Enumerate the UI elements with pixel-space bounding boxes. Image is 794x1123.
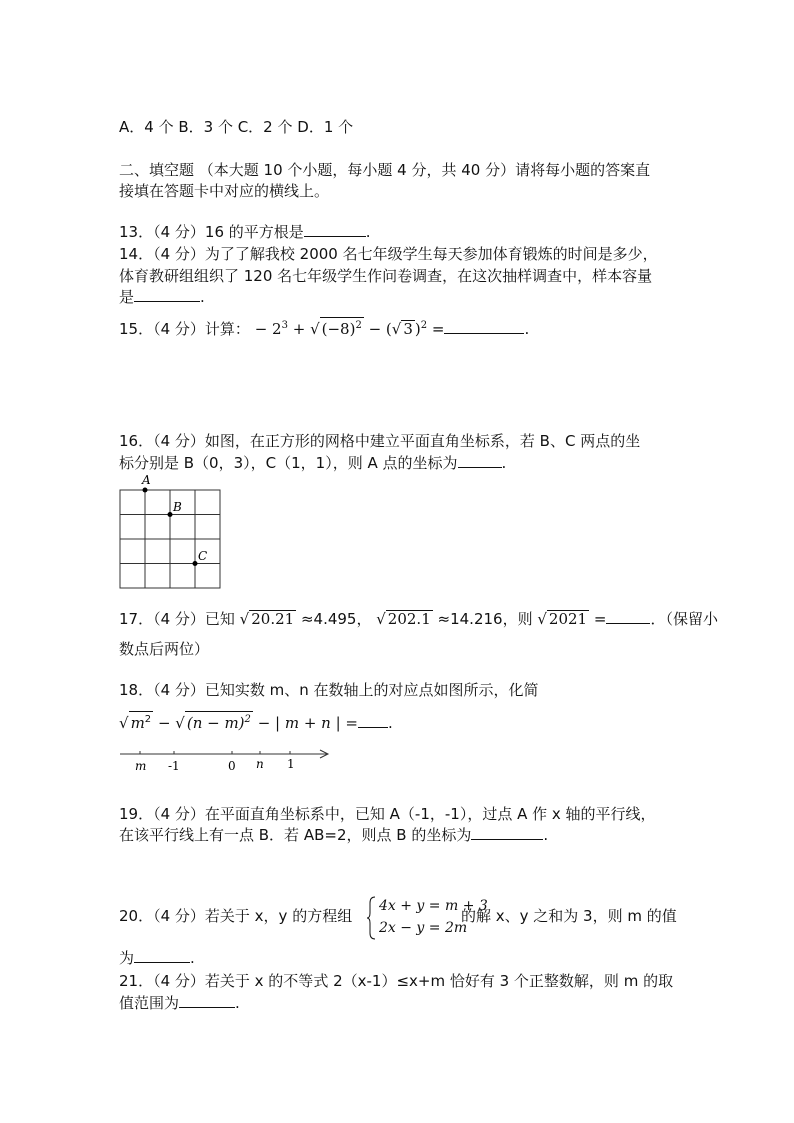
point-a (143, 488, 148, 493)
q16-line1: 16．（4 分）如图，在正方形的网格中建立平面直角坐标系，若 B、C 两点的坐 (119, 432, 641, 450)
q15-equals: = (427, 320, 445, 338)
q17-value-2: ≈14.216，则 (432, 610, 538, 628)
grid-lines (120, 490, 220, 588)
q15-expression: − $2^3$ + √ $(-8)^2$ − (√ 3 )$^2$ (255, 320, 427, 338)
q20-end: . (190, 949, 195, 967)
q17-line2: 数点后两位） (119, 640, 210, 658)
question-13 (119, 222, 371, 242)
q18-line1: 18．（4 分）已知实数 m、n 在数轴上的对应点如图所示，化简 (119, 681, 539, 699)
q17-prefix: 17．（4 分）已知 (119, 610, 240, 628)
label-n: n (256, 757, 264, 771)
q18-end: . (388, 714, 393, 732)
q15-answer-blank[interactable] (444, 319, 524, 334)
q14-line1: 14．（4 分）为了了解我校 2000 名七年级学生每天参加体育锻炼的时间是多少， (119, 245, 658, 263)
q18-line2: √ $m^2$ − √ $(n - m)^2$ − | m + n | = . (119, 711, 393, 733)
q17-radicand-1: 20.21 (251, 610, 295, 628)
q17-tail: ．（保留小 (650, 610, 718, 628)
left-brace-icon (367, 896, 377, 940)
q14-line2: 体育教研组组织了 120 名七年级学生作问卷调查，在这次抽样调查中，样本容量 (119, 267, 653, 285)
q15-plus: + (287, 320, 311, 338)
q18-answer-blank[interactable] (358, 713, 388, 728)
q19-answer-blank[interactable] (471, 825, 543, 840)
q18-number-line (116, 744, 336, 774)
q13-text: 13．（4 分）16 的平方根是 (119, 223, 304, 241)
q16-grid-figure (112, 472, 228, 592)
q20-eq2: 2x − y = 2m (379, 920, 468, 936)
q20-line2-text: 为 (119, 949, 135, 967)
q16-answer-blank[interactable] (458, 453, 502, 468)
q18-radicand-2: $(n - m)^2$ (185, 711, 253, 731)
q16-end: . (501, 454, 507, 472)
q20-suffix: 的解 x、y 之和为 3，则 m 的值 (461, 907, 677, 925)
q21-line2-text: 值范围为 (119, 994, 180, 1012)
q21-end: . (235, 994, 240, 1012)
q14-end: . (200, 288, 205, 306)
label-b: B (173, 500, 182, 514)
question-17: 17．（4 分）已知 √ 20.21 ≈4.495， √ 202.1 ≈14.216，则 √ 2021 = ．（保留小 (119, 610, 718, 628)
q17-radicand-3: 2021 (548, 610, 588, 628)
q20-eq1: 4x + y = m + 3 (379, 898, 488, 914)
point-c (193, 561, 198, 566)
q15-exponent: 3 (281, 320, 288, 331)
q21-line2 (119, 993, 240, 1013)
q15-term1: − 2 (254, 320, 282, 338)
q16-line2 (119, 453, 506, 473)
label-a: A (142, 473, 151, 487)
q19-line1: 19．（4 分）在平面直角坐标系中，已知 A（-1，-1），过点 A 作 x 轴的平行线， (119, 805, 656, 823)
q19-line2 (119, 825, 548, 845)
label-1: 1 (287, 757, 295, 771)
section-heading-line1: 二、填空题 （本大题 10 个小题，每小题 4 分，共 40 分）请将每小题的答案直 (119, 161, 651, 179)
label-m: m (135, 759, 147, 773)
q17-value-1: ≈4.495， (296, 610, 377, 628)
q18-abs-term: − | m + n | = (252, 714, 358, 732)
q21-line1: 21．（4 分）若关于 x 的不等式 2（x-1）≤x+m 恰好有 3 个正整数解，则 m 的取 (119, 972, 674, 990)
q13-end: . (365, 223, 371, 241)
q17-answer-blank[interactable] (606, 609, 650, 624)
q15-end: . (524, 320, 530, 338)
q14-answer-blank[interactable] (134, 287, 200, 302)
q17-radicand-2: 202.1 (387, 610, 431, 628)
question-15 (119, 316, 529, 339)
label-c: C (198, 549, 208, 563)
label-neg1: -1 (168, 759, 180, 773)
q15-radicand: $(-8)^2$ (320, 317, 364, 337)
q16-line2-text: 标分别是 B（0，3），C（1，1），则 A 点的坐标为 (119, 454, 458, 472)
q17-equals: = (589, 610, 607, 628)
q14-line3 (119, 287, 205, 307)
q20-answer-blank[interactable] (134, 948, 190, 963)
q15-radicand-2: 3 (403, 320, 413, 338)
q12-options: A．4 个 B．3 个 C．2 个 D．1 个 (119, 118, 354, 136)
q15-radical-sign: √ (310, 320, 320, 338)
q18-radicand-1: $m^2$ (129, 711, 154, 731)
q19-line2-text: 在该平行线上有一点 B．若 AB=2，则点 B 的坐标为 (119, 826, 472, 844)
q20-line2 (119, 948, 195, 968)
q15-minus: − ( (363, 320, 392, 338)
label-0: 0 (228, 759, 236, 773)
point-b (168, 512, 173, 517)
section-heading-line2: 接填在答题卡中对应的横线上。 (119, 182, 330, 200)
q13-answer-blank[interactable] (304, 222, 366, 237)
q21-answer-blank[interactable] (179, 993, 235, 1008)
q14-line3-text: 是 (119, 288, 135, 306)
q20-prefix: 20．（4 分）若关于 x，y 的方程组 (119, 907, 353, 925)
q15-prefix: 15．（4 分）计算： (119, 320, 250, 338)
q19-end: . (543, 826, 549, 844)
